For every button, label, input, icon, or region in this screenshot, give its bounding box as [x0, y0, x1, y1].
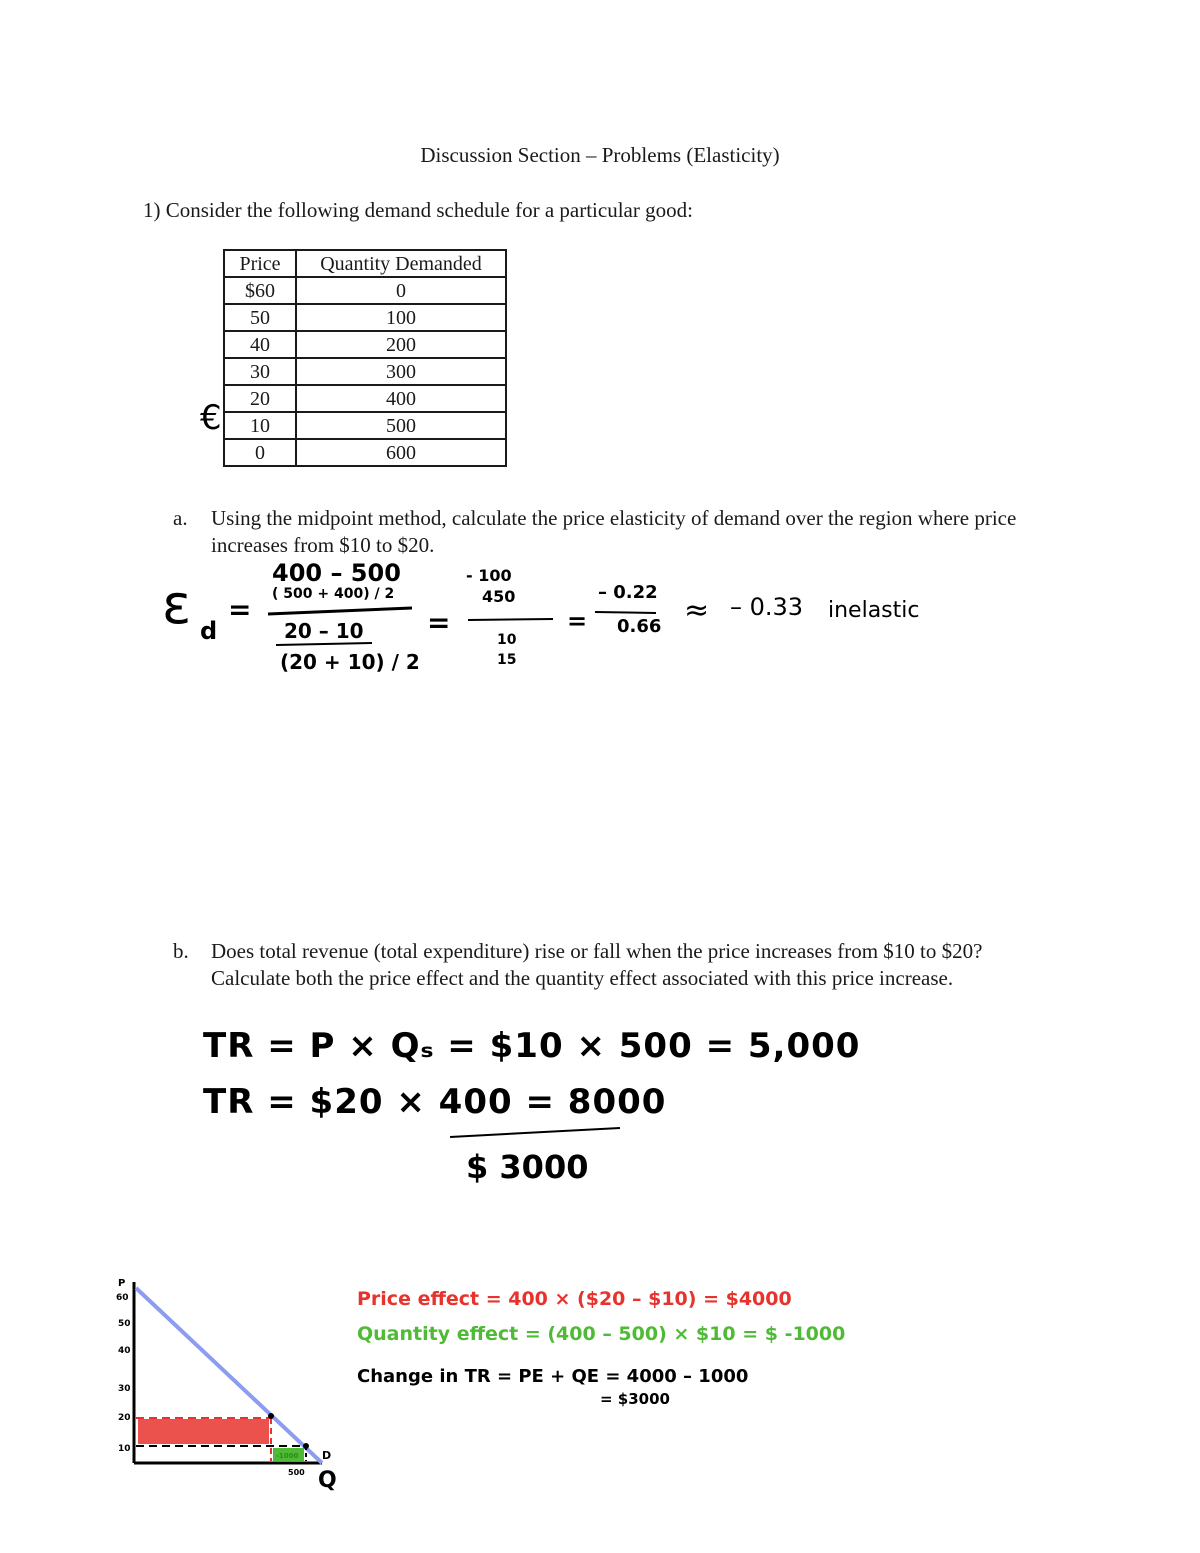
table-cell-price: 30 [224, 358, 296, 385]
step2-den-top: 10 [497, 632, 517, 648]
midpoint-den-top: 20 – 10 [284, 619, 364, 643]
tr-sum-line [440, 1120, 640, 1140]
table-cell-quantity: 500 [296, 412, 506, 439]
midpoint-den-bottom: (20 + 10) / 2 [280, 650, 420, 674]
x-tick-label: 500 [288, 1468, 305, 1477]
step3-top: – 0.22 [598, 582, 658, 603]
y-tick-label: 40 [118, 1346, 131, 1356]
demand-graph [100, 1260, 360, 1500]
table-cell-price: 50 [224, 304, 296, 331]
price-effect-area [138, 1419, 269, 1444]
tr-calc-line-1: TR = P × Qₛ = $10 × 500 = 5,000 [203, 1026, 861, 1066]
elasticity-symbol: ε [162, 573, 192, 636]
table-cell-quantity: 100 [296, 304, 506, 331]
table-cell-price: 40 [224, 331, 296, 358]
equals-sign-1: = [228, 593, 252, 626]
part-a-label: a. [173, 506, 188, 530]
table-cell-quantity: 300 [296, 358, 506, 385]
y-tick-label: 60 [116, 1293, 129, 1303]
step2-numerator: - 100 [466, 566, 512, 585]
curve-label: D [322, 1449, 332, 1462]
bracket-mark: € [200, 398, 222, 438]
elasticity-subscript: d [200, 617, 218, 645]
part-a-fraction-lines [0, 0, 1200, 700]
quantity-effect-text: Quantity effect = (400 – 500) × $10 = $ -1000 [357, 1323, 846, 1345]
table-cell-quantity: 400 [296, 385, 506, 412]
table-cell-price: 20 [224, 385, 296, 412]
step2-den-bottom: 15 [497, 652, 517, 668]
part-b-label: b. [173, 939, 189, 963]
tr-calc-line-2: TR = $20 × 400 = 8000 [203, 1082, 667, 1122]
y-tick-label: 10 [118, 1444, 131, 1454]
question-1-prompt: 1) Consider the following demand schedule for a particular good: [143, 198, 693, 222]
green-area-label: -1000 [276, 1452, 299, 1460]
part-a-text: Using the midpoint method, calculate the price elasticity of demand over the region where price increases from $10 to $20. [211, 506, 1017, 557]
elasticity-result: – 0.33 [730, 593, 804, 621]
y-tick-label: 50 [118, 1319, 131, 1329]
table-cell-quantity: 0 [296, 277, 506, 304]
table-cell-price: $60 [224, 277, 296, 304]
step2-numerator-denominator: 450 [482, 587, 516, 606]
table-cell-quantity: 200 [296, 331, 506, 358]
price-effect-text: Price effect = 400 × ($20 – $10) = $4000 [357, 1288, 792, 1310]
change-tr-text: Change in TR = PE + QE = 4000 – 1000 [357, 1366, 749, 1387]
approx-sign: ≈ [684, 593, 710, 628]
page-title: Discussion Section – Problems (Elasticity) [420, 143, 780, 167]
table-cell-price: 10 [224, 412, 296, 439]
midpoint-num-top: 400 – 500 [272, 559, 401, 587]
tr-change-result: $ 3000 [466, 1148, 589, 1186]
part-b-text: Does total revenue (total expenditure) rise or fall when the price increases from $10 to $20? Calculate both the price effect and the quantity effect associated with this price increase. [211, 939, 983, 990]
y-tick-label: 20 [118, 1413, 131, 1423]
step3-bottom: 0.66 [617, 616, 662, 637]
y-axis-label: P [118, 1278, 126, 1289]
table-cell-price: 0 [224, 439, 296, 466]
elasticity-conclusion: inelastic [828, 598, 920, 623]
y-tick-label: 30 [118, 1384, 131, 1394]
table-cell-quantity: 600 [296, 439, 506, 466]
midpoint-num-bottom: ( 500 + 400) / 2 [272, 586, 395, 602]
table-header-quantity: Quantity Demanded [296, 250, 506, 277]
equals-sign-2: = [427, 606, 451, 639]
x-axis-label: Q [318, 1468, 337, 1493]
equals-sign-3: = [567, 607, 588, 635]
change-tr-result: = $3000 [600, 1390, 670, 1408]
table-header-price: Price [224, 250, 296, 277]
